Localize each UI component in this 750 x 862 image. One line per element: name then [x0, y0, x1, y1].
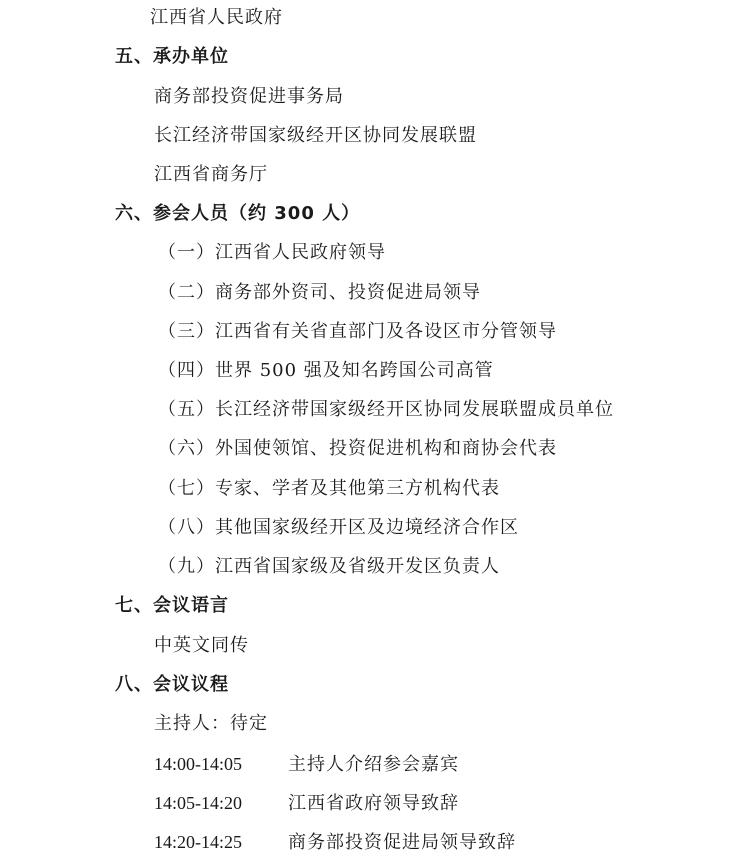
attendee-item: （八）其他国家级经开区及边境经济合作区: [158, 517, 519, 538]
meeting-language: 中英文同传: [154, 635, 249, 656]
agenda-item: 商务部投资促进局领导致辞: [288, 832, 516, 853]
section-5-heading: 五、承办单位: [115, 46, 229, 67]
section-6-heading: 六、参会人员（约 300 人）: [115, 203, 361, 224]
agenda-row: [154, 830, 516, 855]
attendee-item: （七）专家、学者及其他第三方机构代表: [158, 478, 500, 499]
section-7-heading: 七、会议语言: [115, 595, 229, 616]
section-5-item: 江西省商务厅: [154, 164, 268, 185]
section-5-item: 长江经济带国家级经开区协同发展联盟: [154, 125, 477, 146]
attendee-item: （九）江西省国家级及省级开发区负责人: [158, 556, 500, 577]
agenda-row: [154, 791, 459, 816]
agenda-row: [154, 752, 459, 777]
agenda-host: 主持人：待定: [154, 713, 268, 734]
agenda-time: 14:05-14:20: [154, 793, 242, 813]
agenda-time: 14:00-14:05: [154, 754, 242, 774]
attendee-item: （六）外国使领馆、投资促进机构和商协会代表: [158, 438, 557, 459]
agenda-item: 江西省政府领导致辞: [288, 793, 459, 814]
attendee-item: （三）江西省有关省直部门及各设区市分管领导: [158, 321, 557, 342]
section-8-heading: 八、会议议程: [115, 674, 229, 695]
agenda-item: 主持人介绍参会嘉宾: [288, 754, 459, 775]
attendee-item: （二）商务部外资司、投资促进局领导: [158, 282, 481, 303]
organizer-continued-line: 江西省人民政府: [150, 7, 283, 28]
attendee-item: （一）江西省人民政府领导: [158, 242, 386, 263]
attendee-item: （五）长江经济带国家级经开区协同发展联盟成员单位: [158, 399, 614, 420]
attendee-item: （四）世界 500 强及知名跨国公司高管: [158, 360, 494, 381]
section-5-item: 商务部投资促进事务局: [154, 86, 344, 107]
agenda-time: 14:20-14:25: [154, 832, 242, 852]
